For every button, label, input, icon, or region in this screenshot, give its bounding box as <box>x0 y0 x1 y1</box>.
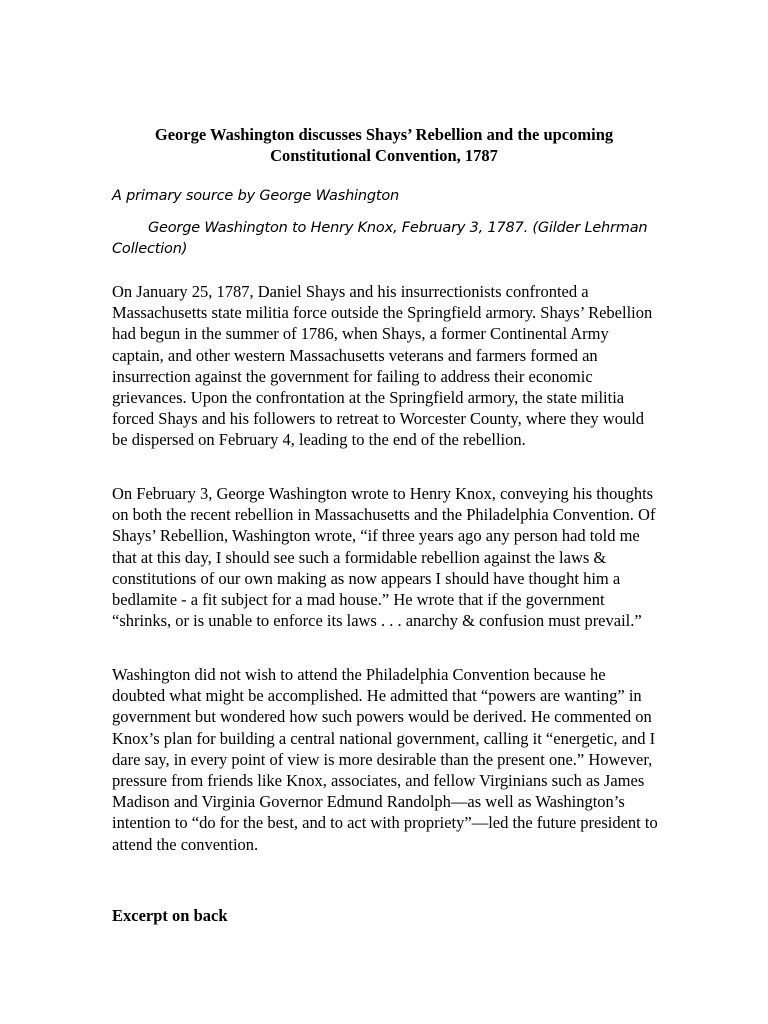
body-paragraph: On January 25, 1787, Daniel Shays and his insurrectionists confronted a Massachusetts state militia force outside the Springfield armory. Shays’ Rebellion had begun in the summer of 1786, when Shays, a former Continental Army captain, and other western Massachusetts veterans and farmers formed an insurrection against the government for failing to address their economic grievances. Upon the confrontation at the Springfield armory, the state militia forced Shays and his followers to retreat to Worcester County, where they would be dispersed on February 4, leading to the end of the rebellion. <box>112 282 653 450</box>
body-paragraph: Washington did not wish to attend the Philadelphia Convention because he doubted what might be accomplished. He admitted that “powers are wanting” in government but wondered how such powers would be derived. He commented on Knox’s plan for building a central national government, calling it “energetic, and I dare say, in every point of view is more desirable than the present one.” However, pressure from friends like Knox, associates, and fellow Virginians such as James Madison and Virginia Governor Edmund Randolph—as well as Washington’s intention to “do for the best, and to act with propriety”—led the future president to attend the convention. <box>112 665 658 854</box>
source-citation: George Washington to Henry Knox, February 3, 1787. (Gilder Lehrman Collection) <box>112 220 648 257</box>
excerpt-note: Excerpt on back <box>112 906 228 925</box>
body-paragraph: On February 3, George Washington wrote to Henry Knox, conveying his thoughts on both the recent rebellion in Massachusetts and the Philadelphia Convention. Of Shays’ Rebellion, Washington wrote, “if three years ago any person had told me that at this day, I should see such a formidable rebellion against the laws & constitutions of our own making as now appears I should have thought him a bedlamite - a fit subject for a mad house.” He wrote that if the government “shrinks, or is unable to enforce its laws . . . anarchy & confusion must prevail.” <box>112 484 656 631</box>
document-subtitle: A primary source by George Washington <box>112 188 400 204</box>
document-title: George Washington discusses Shays’ Rebellion and the upcoming Constitutional Convention, 1787 <box>154 125 614 165</box>
